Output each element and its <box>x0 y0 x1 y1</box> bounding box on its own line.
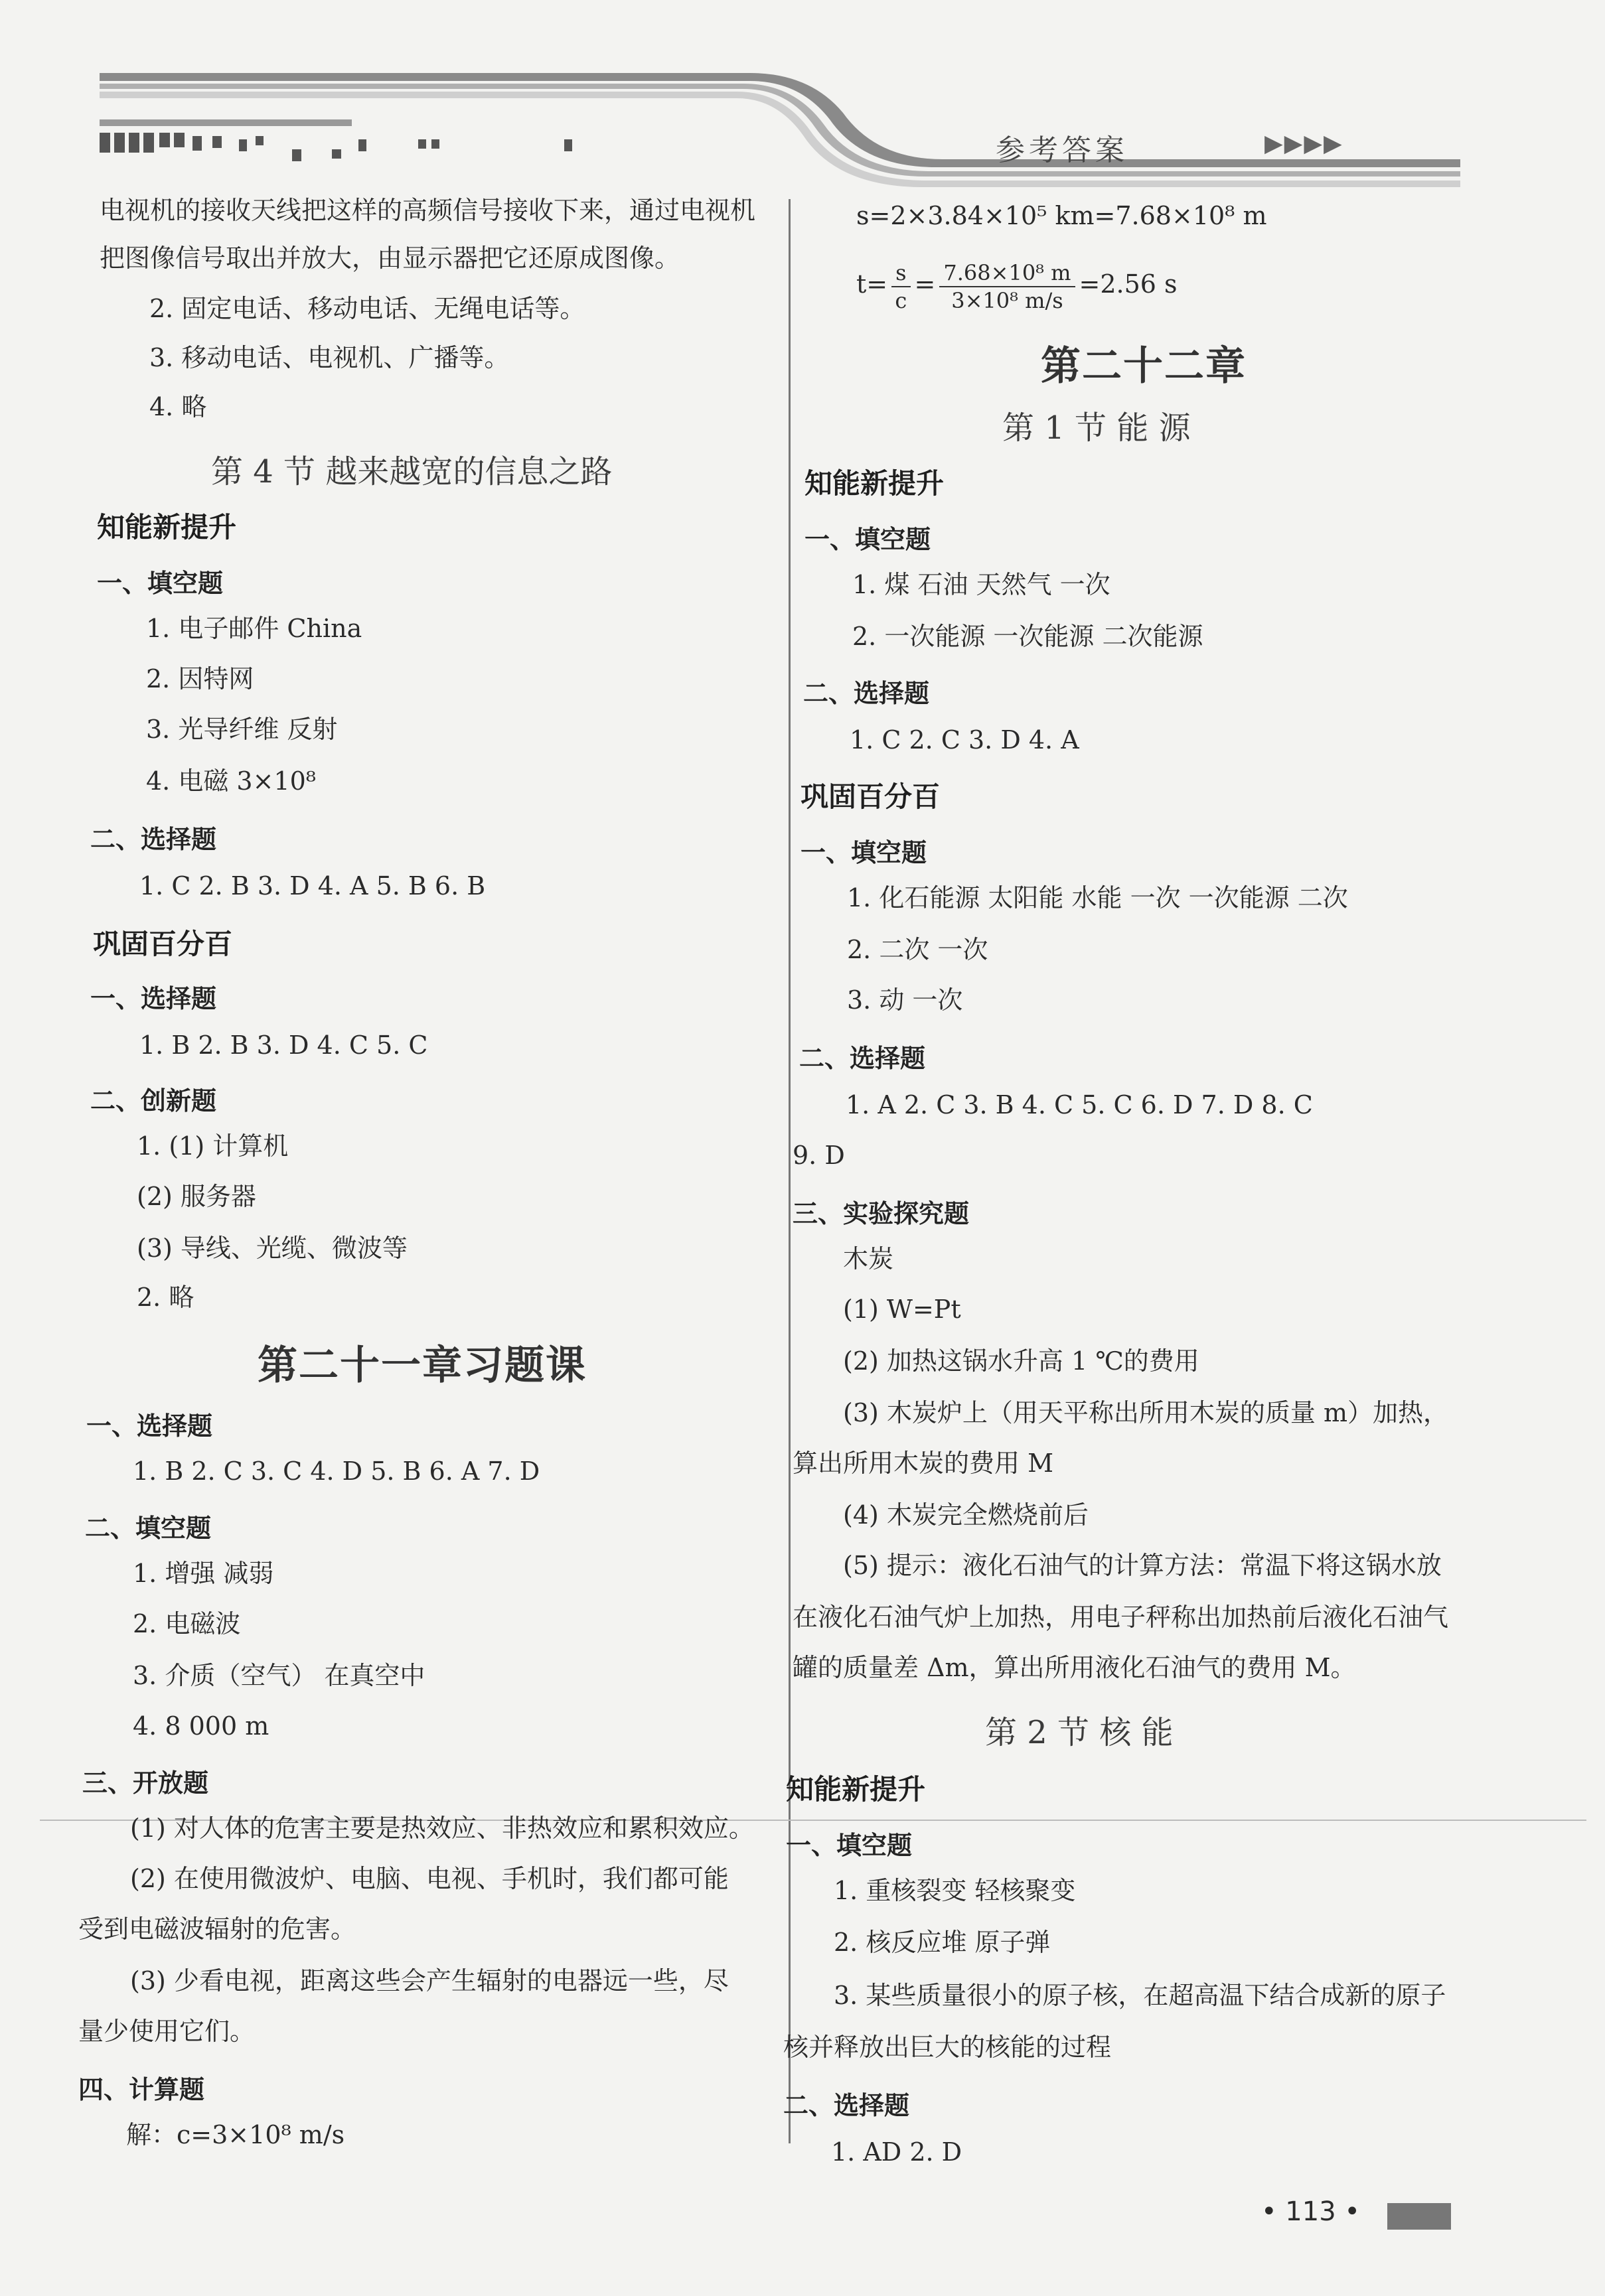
left-tk-heading: 一、填空题 <box>97 569 224 598</box>
left-g-xz-heading: 一、选择题 <box>90 984 217 1013</box>
left-text-p1: 电视机的接收天线把这样的高频信号接收下来，通过电视机 <box>100 196 756 225</box>
chapter-22-title: 第二十二章 <box>1041 343 1247 390</box>
left-e-kf-5: 量少使用它们。 <box>78 2017 256 2046</box>
left-g-cx-3: (3) 导线、光缆、微波等 <box>137 1234 408 1263</box>
right-s-equation: s=2×3.84×10⁵ km=7.68×10⁸ m <box>856 201 1267 230</box>
right-n-tk-4: 核并释放出巨大的核能的过程 <box>783 2033 1112 2062</box>
right-xz-heading: 二、选择题 <box>803 679 930 708</box>
section-4-title: 第 4 节 越来越宽的信息之路 <box>211 453 613 490</box>
left-g-cx-1: 1. (1) 计算机 <box>137 1131 289 1161</box>
header-banner <box>0 0 1605 212</box>
t-left: t= <box>856 269 888 299</box>
left-e-tk-2: 2. 电磁波 <box>133 1609 241 1638</box>
left-item-4: 4. 略 <box>149 392 207 421</box>
left-e-js-heading: 四、计算题 <box>78 2075 205 2104</box>
left-g-xz-1: 1. B 2. B 3. D 4. C 5. C <box>139 1031 428 1060</box>
left-text-p2: 把图像信号取出并放大，由显示器把它还原成图像。 <box>100 244 680 273</box>
right-tk-heading: 一、填空题 <box>804 525 931 554</box>
right-n-xz-heading: 二、选择题 <box>783 2091 910 2120</box>
right-tk-2: 2. 一次能源 一次能源 二次能源 <box>852 622 1203 651</box>
fraction-distance-over-speed <box>939 259 1075 314</box>
right-n-tk-2: 2. 核反应堆 原子弹 <box>834 1928 1051 1957</box>
right-g-xz-1: 1. A 2. C 3. B 4. C 5. C 6. D 7. D 8. C <box>846 1090 1313 1119</box>
right-n-tk-3: 3. 某些质量很小的原子核，在超高温下结合成新的原子 <box>834 1981 1446 2010</box>
left-e-tk-1: 1. 增强 减弱 <box>133 1559 274 1588</box>
chapter-21-title: 第二十一章习题课 <box>258 1342 587 1389</box>
left-e-kf-3: 受到电磁波辐射的危害。 <box>78 1914 356 1944</box>
right-gonggu-heading: 巩固百分百 <box>801 780 941 813</box>
page-number-tab <box>1387 2203 1451 2230</box>
left-e-kf-4: (3) 少看电视，距离这些会产生辐射的电器远一些，尽 <box>130 1966 729 1995</box>
fraction-s-over-c <box>891 259 910 314</box>
left-g-cx-4: 2. 略 <box>137 1283 194 1312</box>
frac-num-s: s <box>891 259 910 287</box>
frac-num-distance: 7.68×10⁸ m <box>939 259 1075 287</box>
page-number: • 113 • <box>1261 2196 1360 2227</box>
right-tk-1: 1. 煤 石油 天然气 一次 <box>852 570 1110 599</box>
right-g-sy-3: (3) 木炭炉上（用天平称出所用木炭的质量 m）加热， <box>843 1398 1449 1427</box>
right-g-sy-0: 木炭 <box>843 1244 894 1273</box>
right-g-tk-3: 3. 动 一次 <box>847 985 963 1015</box>
frac-den-speed: 3×10⁸ m/s <box>951 287 1063 313</box>
right-g-tk-heading: 一、填空题 <box>801 838 927 867</box>
left-e-js-1: 解：c=3×10⁸ m/s <box>126 2120 345 2149</box>
left-e-kf-1: (1) 对人体的危害主要是热效应、非热效应和累积效应。 <box>130 1814 754 1843</box>
t-eq: = <box>914 269 936 299</box>
right-zhineng2-heading: 知能新提升 <box>786 1773 926 1806</box>
left-gonggu-heading: 巩固百分百 <box>93 928 233 960</box>
left-zhineng-heading: 知能新提升 <box>97 511 237 543</box>
right-g-sy-heading: 三、实验探究题 <box>793 1199 970 1228</box>
left-e-xz-1: 1. B 2. C 3. C 4. D 5. B 6. A 7. D <box>133 1457 540 1486</box>
left-tk-3: 3. 光导纤维 反射 <box>146 715 338 744</box>
right-g-sy-7: 在液化石油气炉上加热，用电子秤称出加热前后液化石油气 <box>793 1603 1449 1632</box>
t-result: =2.56 s <box>1079 269 1178 299</box>
left-e-tk-3: 3. 介质（空气） 在真空中 <box>133 1661 425 1690</box>
right-xz-1: 1. C 2. C 3. D 4. A <box>850 725 1079 754</box>
right-n-tk-heading: 一、填空题 <box>786 1831 913 1860</box>
right-g-sy-4: 算出所用木炭的费用 M <box>793 1449 1053 1478</box>
left-item-2: 2. 固定电话、移动电话、无绳电话等。 <box>149 294 585 323</box>
left-g-cx-2: (2) 服务器 <box>137 1182 256 1211</box>
left-e-tk-4: 4. 8 000 m <box>133 1711 269 1741</box>
right-g-sy-6: (5) 提示：液化石油气的计算方法：常温下将这锅水放 <box>843 1551 1442 1580</box>
header-title: 参考答案 <box>996 133 1128 167</box>
left-tk-4: 4. 电磁 3×10⁸ <box>146 766 317 796</box>
left-e-tk-heading: 二、填空题 <box>85 1514 212 1543</box>
left-e-kf-heading: 三、开放题 <box>82 1768 209 1798</box>
right-g-xz-2: 9. D <box>793 1141 845 1170</box>
right-g-sy-8: 罐的质量差 Δm，算出所用液化石油气的费用 M。 <box>793 1653 1356 1682</box>
left-tk-1: 1. 电子邮件 China <box>146 614 362 643</box>
left-item-3: 3. 移动电话、电视机、广播等。 <box>149 343 510 372</box>
right-g-sy-5: (4) 木炭完全燃烧前后 <box>843 1500 1089 1530</box>
left-e-xz-heading: 一、选择题 <box>86 1411 213 1441</box>
left-g-cx-heading: 二、创新题 <box>90 1086 217 1115</box>
header-arrows: ▶▶▶▶ <box>1264 130 1343 157</box>
right-n-xz-1: 1. AD 2. D <box>831 2137 962 2167</box>
right-g-sy-1: (1) W=Pt <box>843 1295 961 1324</box>
right-g-tk-2: 2. 二次 一次 <box>847 935 988 964</box>
left-tk-2: 2. 因特网 <box>146 664 254 693</box>
right-g-sy-2: (2) 加热这锅水升高 1 ℃的费用 <box>843 1346 1199 1376</box>
right-n-tk-1: 1. 重核裂变 轻核聚变 <box>834 1876 1076 1905</box>
left-xz-heading: 二、选择题 <box>90 825 217 854</box>
right-zhineng-heading: 知能新提升 <box>804 467 945 500</box>
left-xz-1: 1. C 2. B 3. D 4. A 5. B 6. B <box>139 871 486 900</box>
right-t-equation <box>856 257 1178 314</box>
right-g-tk-1: 1. 化石能源 太阳能 水能 一次 一次能源 二次 <box>847 883 1348 912</box>
frac-den-c: c <box>895 287 907 313</box>
section-2-title: 第 2 节 核 能 <box>985 1714 1174 1751</box>
left-e-kf-2: (2) 在使用微波炉、电脑、电视、手机时，我们都可能 <box>130 1864 729 1893</box>
section-1-title: 第 1 节 能 源 <box>1002 409 1191 447</box>
right-g-xz-heading: 二、选择题 <box>799 1044 926 1073</box>
